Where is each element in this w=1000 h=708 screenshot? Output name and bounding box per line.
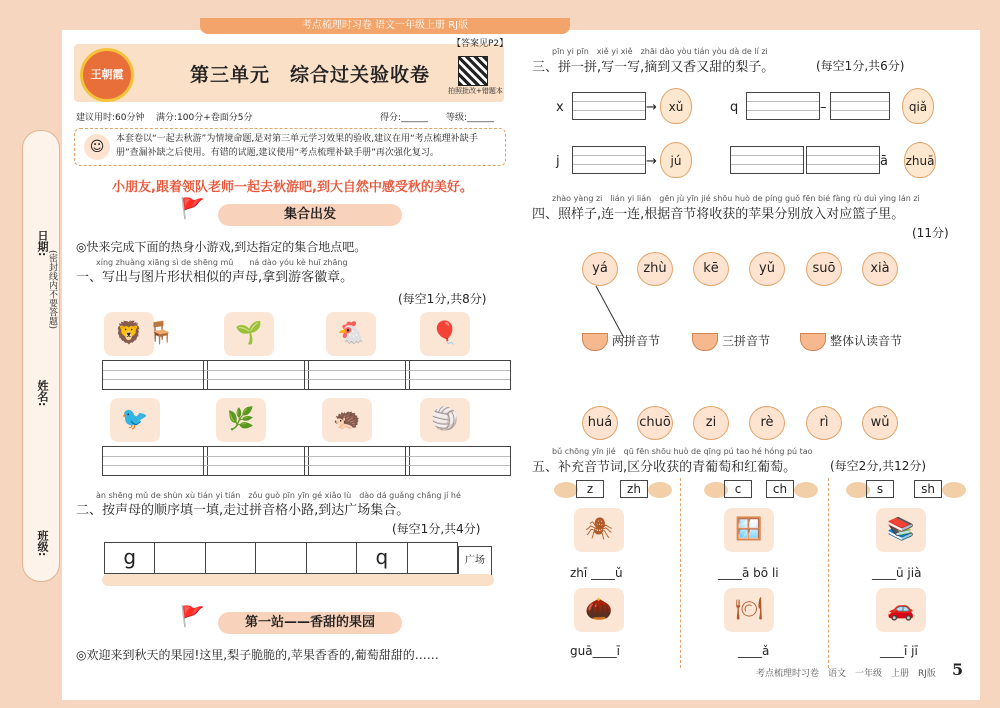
- q5-g2-b: ch: [766, 480, 794, 498]
- apple-top-1[interactable]: yá: [582, 252, 618, 286]
- footer-text: 考点梳理时习卷 语文 一年级 上册 RJ版: [756, 669, 936, 679]
- driver-picture: 🚗: [876, 588, 926, 632]
- answer-ref: 【答案见P2】: [452, 39, 509, 49]
- q3-box-1[interactable]: [572, 92, 646, 120]
- pinyin-path: [104, 542, 458, 574]
- apple-top-6[interactable]: xià: [862, 252, 898, 286]
- apple-top-4[interactable]: yǔ: [749, 252, 785, 286]
- hen-picture: 🐔: [326, 312, 376, 356]
- q5-g1-b: zh: [620, 480, 648, 498]
- q3-dash-1: –: [820, 100, 827, 115]
- date-label: 日期:: [36, 230, 49, 257]
- q1-answer-box-4[interactable]: [405, 360, 511, 390]
- apple-bottom-5[interactable]: rì: [806, 406, 842, 440]
- q3-letter-q: q: [730, 100, 739, 115]
- q1-answer-box-3[interactable]: [304, 360, 410, 390]
- basket-icon: [692, 333, 718, 351]
- q3-box-5[interactable]: [730, 146, 804, 174]
- basket-icon: [582, 333, 608, 351]
- branch-picture: 🌿: [216, 398, 266, 442]
- q3-text: 三、拼一拼,写一写,摘到又香又甜的梨子。: [532, 60, 775, 75]
- time-label: 建议用时:60分钟: [76, 113, 145, 123]
- basket-whole[interactable]: [800, 330, 902, 352]
- got-label: 得分:______: [380, 113, 429, 123]
- q3-pear-1: xǔ: [660, 88, 692, 124]
- qr-caption: 拍照批改+错题本: [448, 87, 503, 95]
- tour-guide-icon: 🚩: [180, 196, 205, 220]
- apple-bottom-4[interactable]: rè: [749, 406, 785, 440]
- apple-bottom-1[interactable]: huá: [582, 406, 618, 440]
- q2-pinyin: àn shēng mǔ de shùn xù tián yi tián zǒu guò pīn yīn gé xiǎo lù dào dá guǎng chǎng jí hé: [96, 491, 461, 500]
- path-cell-6: q: [357, 543, 407, 573]
- q3-box-6[interactable]: [806, 146, 880, 174]
- q1-points: (每空1分,共8分): [398, 292, 487, 306]
- path-cell-2[interactable]: [155, 543, 205, 573]
- q2-text: 二、按声母的顺序填一填,走过拼音格小路,到达广场集合。: [76, 503, 410, 518]
- apple-bottom-2[interactable]: chuō: [637, 406, 673, 440]
- plaza-sign: 广场: [458, 546, 492, 576]
- girl-avatar-icon: ☺: [84, 134, 110, 160]
- path-cell-5[interactable]: [307, 543, 357, 573]
- q5-pinyin: bǔ chōng yīn jié qū fēn shōu huò de qīng pú tao hé hóng pú tao: [552, 447, 813, 456]
- bird-picture: 🐦: [110, 398, 160, 442]
- path-cell-4[interactable]: [256, 543, 306, 573]
- basket-two-part[interactable]: [582, 330, 660, 352]
- qr-code-icon[interactable]: [458, 56, 488, 86]
- path-decoration: [102, 574, 494, 586]
- class-label: 班级:: [36, 530, 49, 557]
- q3-letter-a: ā: [880, 154, 888, 169]
- dinner-picture: 🍽: [724, 588, 774, 632]
- bookshelf-picture: 📚: [876, 508, 926, 552]
- path-cell-3[interactable]: [206, 543, 256, 573]
- q1-pinyin: xíng zhuàng xiāng sì de shēng mǔ ná dào yóu kè huī zhāng: [96, 258, 348, 267]
- path-cell-1: g: [105, 543, 155, 573]
- q1-answer-box-7[interactable]: [304, 446, 410, 476]
- apple-top-2[interactable]: zhù: [637, 252, 673, 286]
- section-title-station1: 第一站——香甜的果园: [218, 612, 402, 634]
- q3-pear-3: jú: [660, 142, 692, 178]
- q4-text: 四、照样子,连一连,根据音节将收获的苹果分别放入对应篮子里。: [532, 207, 905, 222]
- q1-answer-box-8[interactable]: [405, 446, 511, 476]
- q5-g2-w1[interactable]: ____ā bō li: [718, 566, 779, 580]
- q3-arrow-2: →: [646, 154, 657, 169]
- q5-g1-w2[interactable]: guā____ī: [570, 644, 620, 658]
- q5-g1-a: z: [576, 480, 604, 498]
- tour-guide-icon-2: 🚩: [180, 604, 205, 628]
- q3-pear-4: zhuā: [904, 142, 936, 178]
- page-title: 第三单元 综合过关验收卷: [190, 64, 431, 86]
- q5-divider-1: [680, 478, 681, 668]
- q5-text: 五、补充音节词,区分收获的青葡萄和红葡萄。: [532, 460, 797, 475]
- chair-picture: 🪑: [147, 321, 175, 346]
- station1-lead: ◎欢迎来到秋天的果园!这里,梨子脆脆的,苹果香香的,葡萄甜甜的……: [76, 648, 439, 662]
- grape-icon: [554, 482, 578, 498]
- page-number: 5: [952, 660, 964, 679]
- intro-text: 本套卷以“一起去秋游”为情境命题,是对第三单元学习效果的验收,建议在用“考点梳理补缺手册”查漏补缺之后使用。有错的试题,建议使用“考点梳理补缺手册”再次强化复习。: [116, 134, 478, 158]
- apple-top-3[interactable]: kē: [693, 252, 729, 286]
- score-label: 满分:100分+卷面分5分: [156, 113, 253, 123]
- q1-answer-box-6[interactable]: [203, 446, 309, 476]
- q3-arrow-1: →: [646, 100, 657, 115]
- q5-divider-2: [828, 478, 829, 668]
- q2-points: (每空1分,共4分): [392, 522, 481, 536]
- brand-logo: 王朝霞: [80, 48, 134, 102]
- q5-g3-a: s: [866, 480, 894, 498]
- basket-icon: [800, 333, 826, 351]
- binding-strip: [22, 130, 60, 582]
- basket-three-part[interactable]: [692, 330, 770, 352]
- q3-box-3[interactable]: [830, 92, 890, 120]
- q1-answer-box-1[interactable]: [102, 360, 208, 390]
- apple-bottom-3[interactable]: zi: [693, 406, 729, 440]
- headline: 小朋友,跟着领队老师一起去秋游吧,到大自然中感受秋的美好。: [112, 180, 473, 195]
- window-picture: 🪟: [724, 508, 774, 552]
- lion-picture: 🦁: [104, 312, 154, 356]
- grape-icon: [794, 482, 818, 498]
- q1-text: 一、写出与图片形状相似的声母,拿到游客徽章。: [76, 270, 354, 285]
- gather-lead: ◎快来完成下面的热身小游戏,到达指定的集合地点吧。: [76, 240, 367, 254]
- q3-pinyin: pīn yi pīn xiě yi xiě zhāi dào yòu tián yòu dà de lí zi: [552, 47, 768, 56]
- q5-g2-a: c: [724, 480, 752, 498]
- ball-picture: 🏐: [420, 398, 470, 442]
- seal-note: (密封线内不要答题): [47, 250, 57, 330]
- apple-bottom-6[interactable]: wǔ: [862, 406, 898, 440]
- q4-pinyin: zhào yàng zi lián yi lián gēn jù yīn jié shōu huò de píng guǒ fēn bié fàng rù duì yìng lán zi: [552, 194, 920, 203]
- q1-answer-box-2[interactable]: [203, 360, 309, 390]
- name-label: 姓名:: [36, 380, 49, 407]
- q5-g1-w1[interactable]: zhī ____ǔ: [570, 566, 623, 580]
- q1-answer-box-5[interactable]: [102, 446, 208, 476]
- hedgehog-picture: 🦔: [322, 398, 372, 442]
- q3-letter-j: j: [556, 154, 560, 169]
- q4-points: (11分): [912, 226, 949, 240]
- grape-icon: [648, 482, 672, 498]
- path-cell-7: [408, 543, 457, 573]
- q3-box-2[interactable]: [746, 92, 820, 120]
- grade-label: 等级:______: [446, 113, 495, 123]
- q5-g3-w2[interactable]: ____ī jī: [880, 644, 918, 658]
- q3-points: (每空1分,共6分): [816, 59, 905, 73]
- q3-box-4[interactable]: [572, 146, 646, 174]
- basket-label-1: 两拼音节: [612, 334, 661, 348]
- q5-g3-b: sh: [914, 480, 942, 498]
- spider-picture: 🕷: [574, 508, 624, 552]
- basket-label-3: 整体认读音节: [830, 334, 903, 348]
- q5-points: (每空2分,共12分): [830, 459, 927, 473]
- q5-g3-w1[interactable]: ____ū jià: [872, 566, 922, 580]
- section-title-gather: 集合出发: [218, 204, 402, 226]
- melon-seeds-picture: 🌰: [574, 588, 624, 632]
- q3-letter-x: x: [556, 100, 564, 115]
- balloon-picture: 🎈: [420, 312, 470, 356]
- basket-label-2: 三拼音节: [722, 334, 771, 348]
- apple-top-5[interactable]: suō: [806, 252, 842, 286]
- top-banner: 考点梳理时习卷 语文一年级上册 RJ版: [200, 18, 570, 34]
- grape-icon: [942, 482, 966, 498]
- q5-g2-w2[interactable]: ____ǎ: [738, 644, 770, 658]
- q3-pear-2: qiǎ: [902, 88, 934, 124]
- sprout-picture: 🌱: [224, 312, 274, 356]
